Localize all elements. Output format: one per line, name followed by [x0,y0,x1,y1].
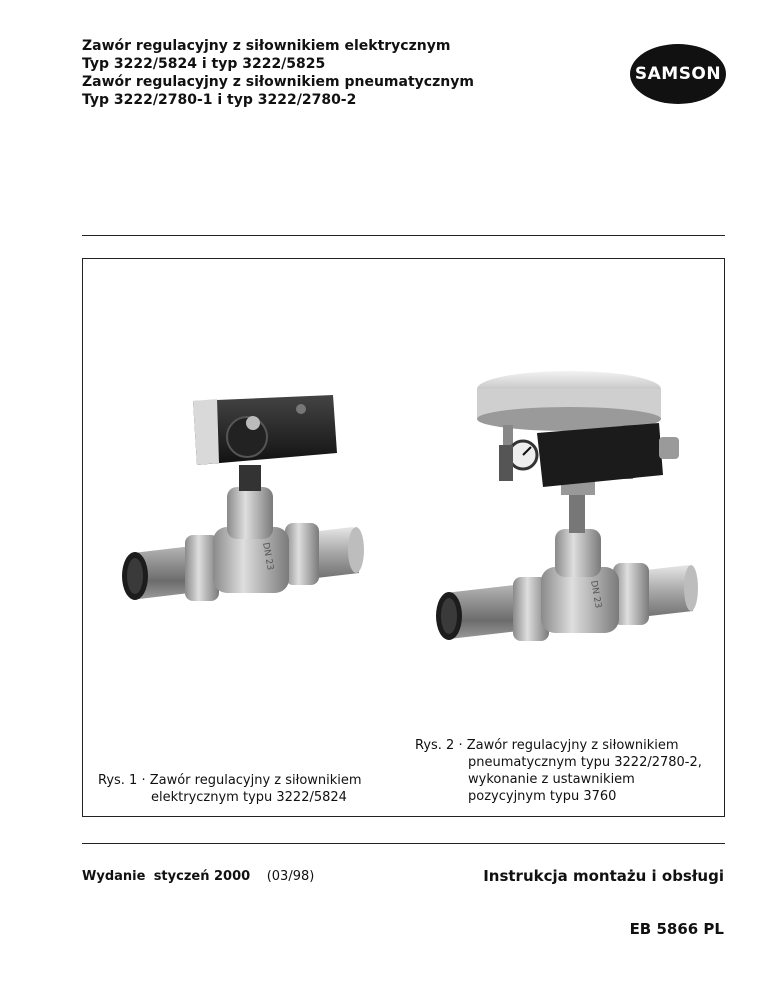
figure-2-caption-line-3: wykonanie z ustawnikiem [468,772,635,787]
edition-date: styczeń 2000 [153,869,251,884]
edition-label: Wydanie [82,869,146,884]
figure-1-caption-line-2: elektrycznym typu 3222/5824 [151,790,347,805]
figure-1-caption [98,772,362,806]
figure-2-caption-line-2: pneumatycznym typu 3222/2780-2, [468,755,702,770]
figure-frame [82,258,725,817]
figure-2-caption [415,737,702,805]
valve-electric-actuator-photo [113,387,383,637]
edition-info [82,869,314,884]
title-line-3: Zawór regulacyjny z siłownikiem pneumatycznym [82,74,474,90]
bottom-divider [82,843,725,844]
svg-text:DN 23: DN 23 [588,579,603,610]
title-block [82,37,474,109]
figure-2-caption-line-1: Rys. 2 · Zawór regulacyjny z siłownikiem [415,738,679,753]
edition-ref: (03/98) [266,869,315,884]
valve-pneumatic-actuator-photo [427,365,709,665]
logo-text: SAMSON [634,64,722,84]
samson-logo [630,44,726,104]
svg-text:DN 23: DN 23 [260,541,275,572]
figure-1-caption-line-1: Rys. 1 · Zawór regulacyjny z siłownikiem [98,773,362,788]
document-type: Instrukcja montażu i obsługi [483,867,724,885]
title-line-2: Typ 3222/5824 i typ 3222/5825 [82,56,326,72]
title-line-1: Zawór regulacyjny z siłownikiem elektrycznym [82,38,451,54]
figure-2-caption-line-4: pozycyjnym typu 3760 [468,789,617,804]
document-code: EB 5866 PL [629,920,724,938]
title-line-4: Typ 3222/2780-1 i typ 3222/2780-2 [82,92,357,108]
top-divider [82,235,725,236]
